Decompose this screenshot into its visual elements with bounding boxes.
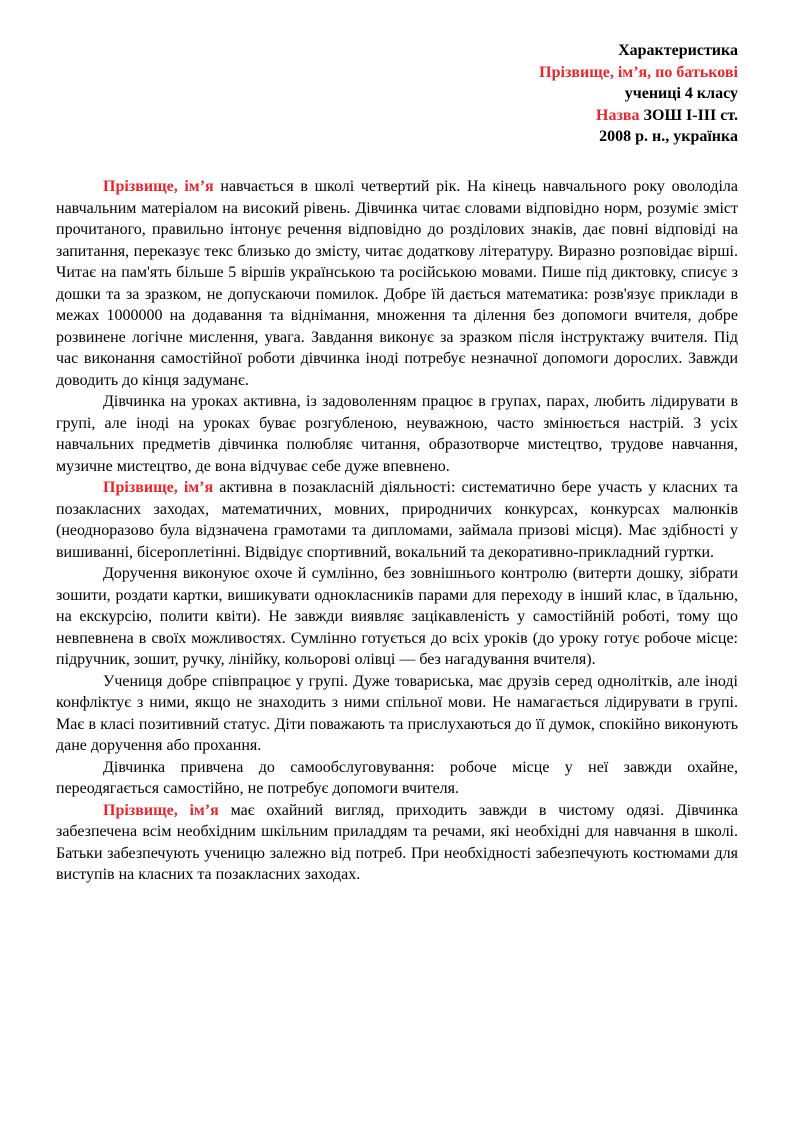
birth-info: 2008 р. н., українка xyxy=(599,128,738,145)
paragraph-lead-name: Прізвище, ім’я xyxy=(103,801,219,819)
paragraph-text: Дівчинка привчена до самообслуговування: робоче місце у неї завжди охайне, переодягається самостійно, не потребує допомоги вчителя. xyxy=(56,758,738,797)
paragraph xyxy=(56,671,738,757)
paragraph-text: Доручення виконуює охоче й сумлінно, без зовнішнього контролю (витерти дошку, зібрати зошити, роздати картки, вишикувати однокласників парами для переходу в інший клас, в їдальню, на екскурсію, полити квіти). Не завжди виявляє зацікавленість у самостійній роботі, тому що невпевнена в своїх можливостях. Сумлінно готується до всіх уроків (до уроку готує робоче місце: підручник, зошит, ручку, лінійку, кольорові олівці — без нагадування вчителя). xyxy=(56,565,738,668)
paragraph-text: навчається в школі четвертий рік. На кінець навчального року оволоділа навчальним матеріалом на високий рівень. Дівчинка читає словами відповідно норм, розуміє зміст прочитаного, правильно інтонує речення відповідно до розділових знаків, дає повні відповіді на запитання, переказує текс близько до змісту, читає додаткову літературу. Виразно розповідає вірші. Читає на пам'ять більше 5 віршів українською та російською мовами. Пише під диктовку, списує з дошки та за зразком, не допускаючи помилок. Добре їй дається математика: розв'язує приклади в межах 1000000 на додавання та віднімання, множення та ділення без допомоги вчителя, добре розвинене логічне мислення, увага. Завдання виконує за зразком після інструктажу вчителя. Під час виконання самостійної роботи дівчинка іноді потребує незначної допомоги дорослих. Завжди доводить до кінця задуманє. xyxy=(56,178,739,389)
paragraph-text: активна в позакласній діяльності: систематично бере участь у класних та позакласних заходах, математичних, мовних, природничих конкурсах, конкурсах малюнків (неодноразово була відзначена грамотами та дипломами, займала призові місця). Має здібності у вишиванні, бісероплетінні. Відвідує спортивний, вокальний та декоративно-прикладний гуртки. xyxy=(56,479,739,561)
document-header xyxy=(539,40,738,148)
paragraph xyxy=(56,176,738,391)
paragraph xyxy=(56,563,738,671)
school-value: ЗОШ І-ІІІ ст. xyxy=(639,106,738,124)
paragraph xyxy=(56,757,738,800)
paragraph xyxy=(56,391,738,477)
paragraph xyxy=(56,477,738,563)
paragraph-lead-name: Прізвище, ім’я xyxy=(103,178,214,195)
paragraph-text: має охайний вигляд, приходить завжди в чистому одязі. Дівчинка забезпечена всім необхідним шкільним приладдям та речами, які необхідні для навчання в школі. Батьки забезпечують ученицю залежно від потреб. При необхідності забезпечують костюмами для виступів на класних та позакласних заходах. xyxy=(56,801,738,883)
student-grade: учениці 4 класу xyxy=(624,85,738,102)
paragraph-text: Учениця добре співпрацює у групі. Дуже товариська, має друзів серед однолітків, але іноді конфліктує з ними, якщо не знаходить з ними спільної мови. Не намагається лідирувати в групі. Має в класі позитивний статус. Діти поважають та прислухаються до її думок, спокійно виконують дане доручення або прохання. xyxy=(56,672,738,754)
school-line xyxy=(539,105,738,127)
paragraph-lead-name: Прізвище, ім’я xyxy=(103,479,214,496)
paragraph-text: Дівчинка на уроках активна, із задоволенням працює в групах, парах, любить лідирувати в групі, але іноді на уроках буває розгубленою, неуважною, часто змінюється настрій. З усіх навчальних предметів дівчинка полюбляє читання, образотворче мистецтво, трудове навчання, музичне мистецтво, де вона відчуває себе дуже впевнено. xyxy=(56,393,738,475)
school-label: Назва xyxy=(596,106,640,124)
document-title: Характеристика xyxy=(618,42,738,59)
student-name-placeholder: Прізвище, ім’я, по батькові xyxy=(539,63,738,81)
paragraph xyxy=(56,800,738,886)
document-body xyxy=(56,176,738,886)
